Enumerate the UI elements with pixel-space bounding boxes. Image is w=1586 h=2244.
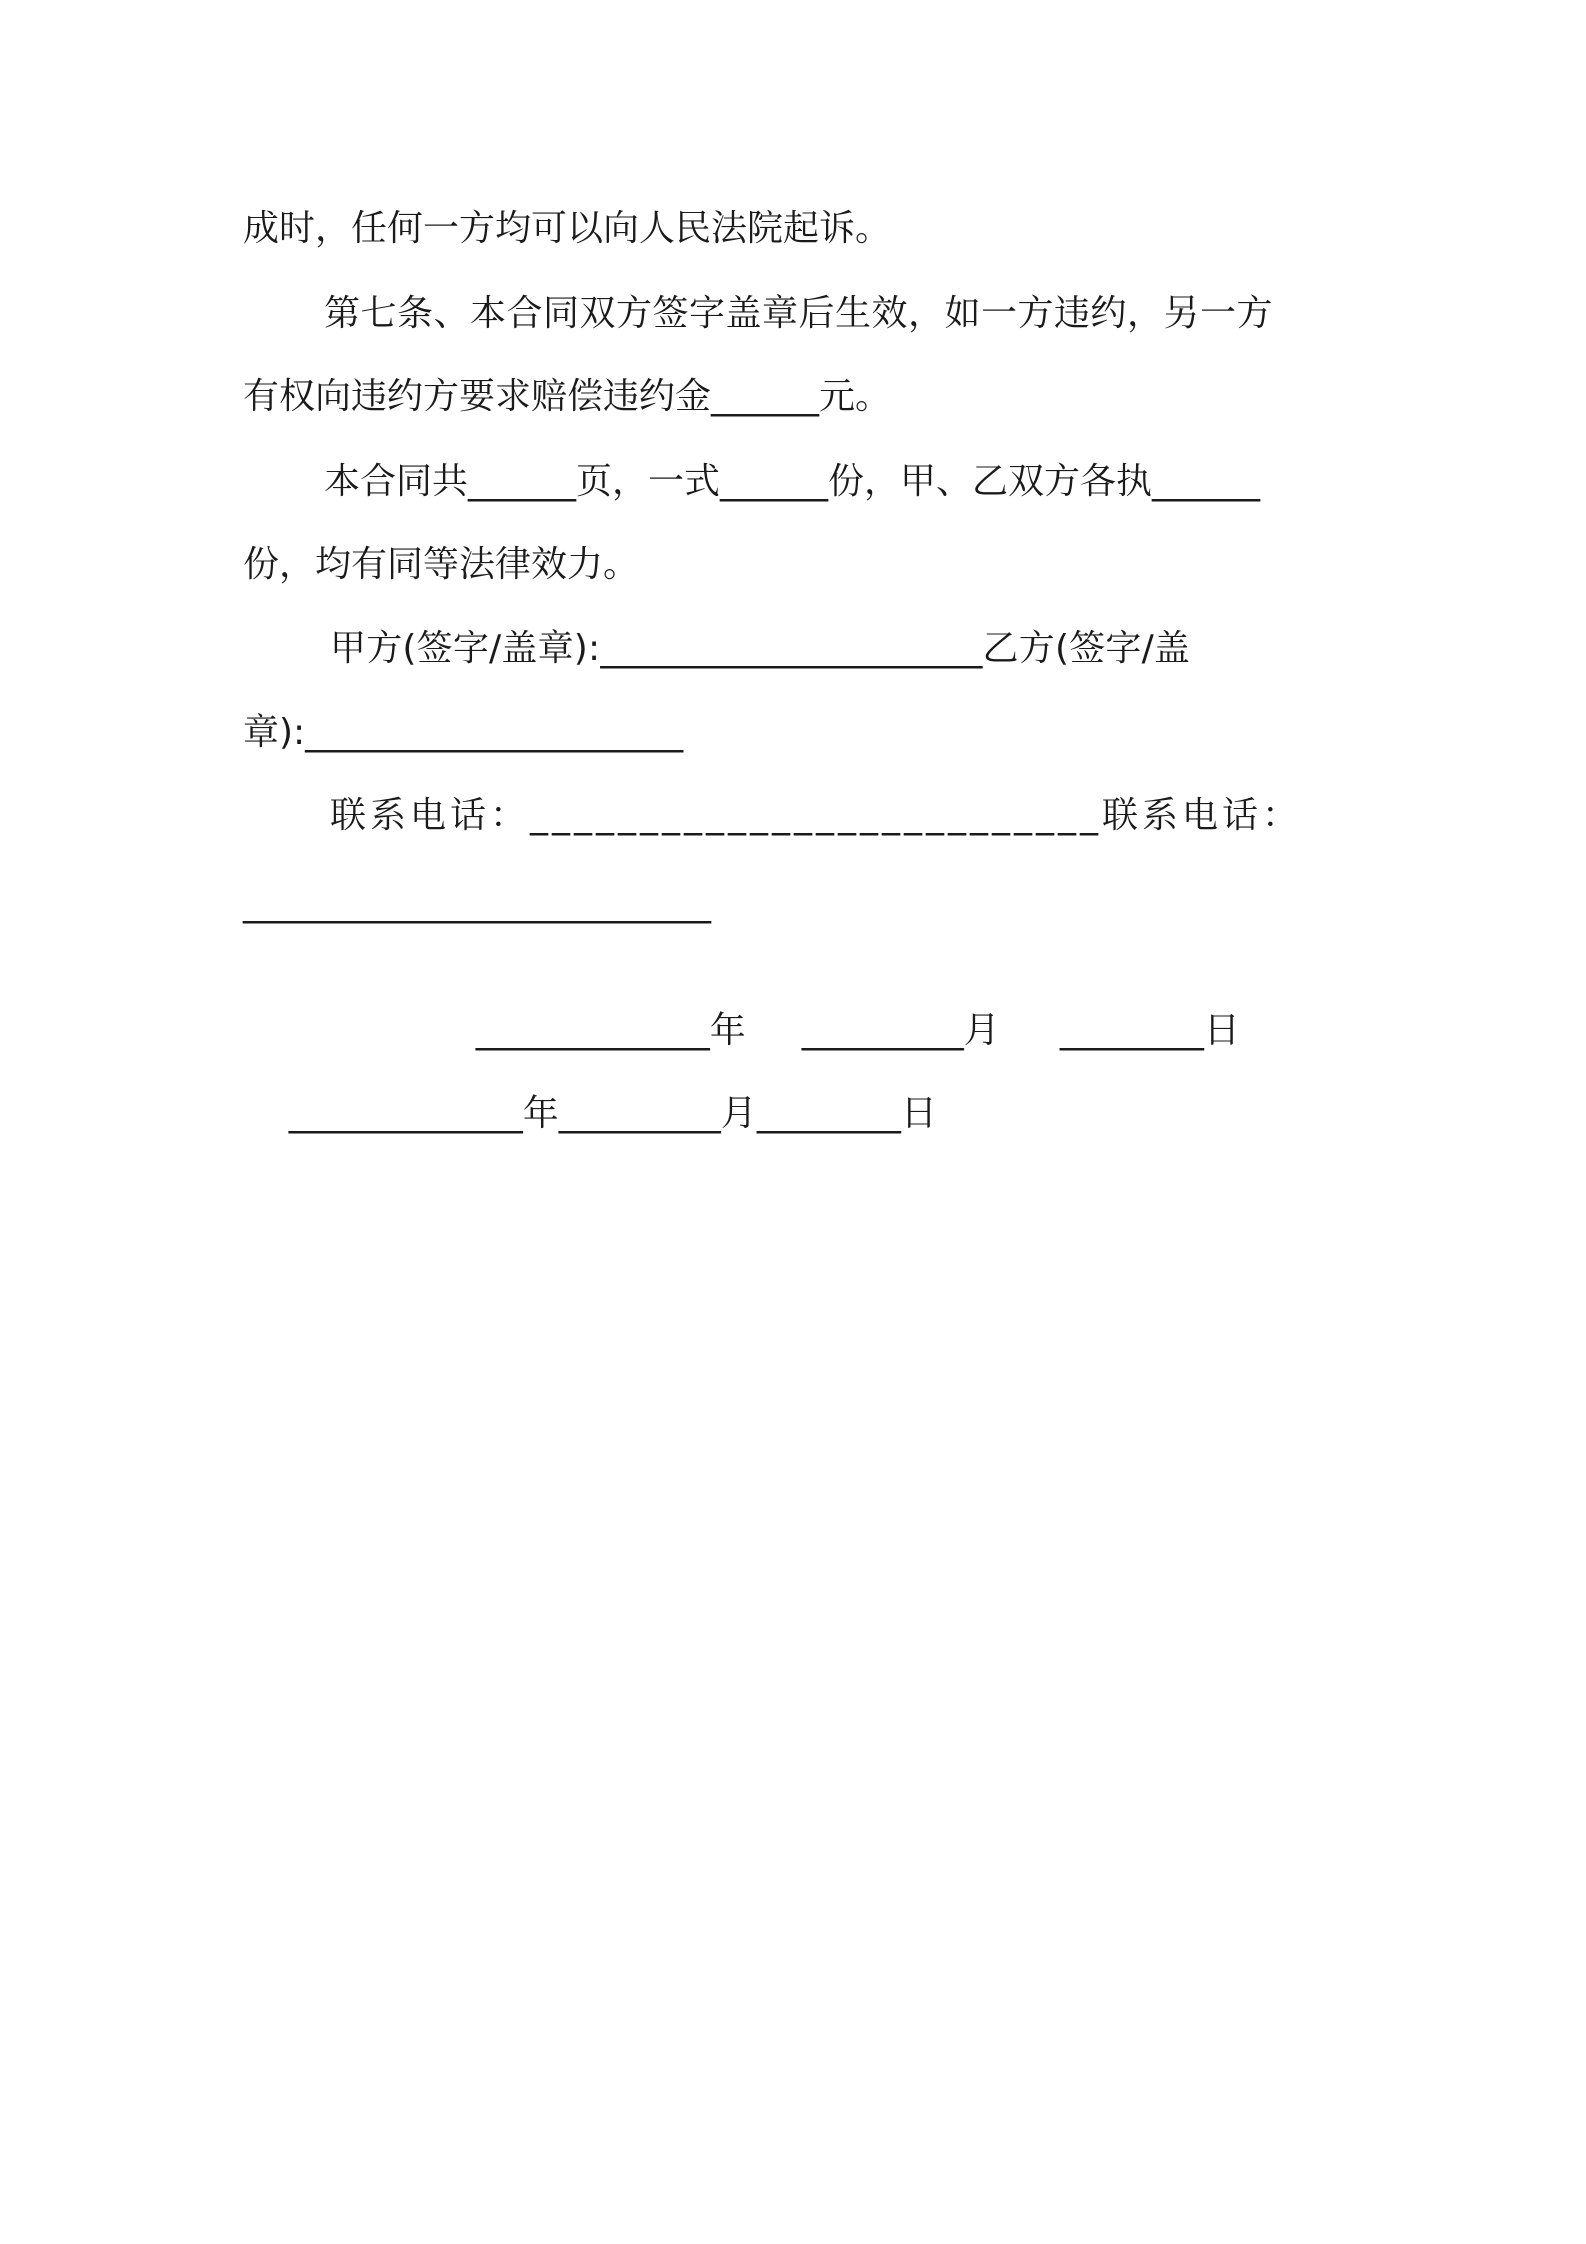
- paragraph-line-penalty: 有权向违约方要求赔偿违约金______元。: [243, 376, 892, 417]
- date-year-blank: _____________: [288, 1093, 523, 1134]
- date-day-label: 日: [900, 1093, 937, 1134]
- date-line-party-b: [243, 1042, 937, 1186]
- paragraph-line-lawsuit: 成时，任何一方均可以向人民法院起诉。: [243, 208, 892, 249]
- date-month-blank: _________: [801, 1010, 964, 1051]
- date-year-label: 年: [522, 1093, 559, 1134]
- paragraph-line-article-seven: 第七条、本合同双方签字盖章后生效，如一方违约，另一方: [324, 293, 1274, 334]
- date-day-label: 日: [1203, 1010, 1240, 1051]
- date-year-blank: _____________: [475, 1010, 710, 1051]
- signature-line-party-b: 章):_____________________: [243, 712, 684, 753]
- phone-blank-line: __________________________: [243, 883, 711, 924]
- date-day-blank: ________: [1059, 1010, 1204, 1051]
- date-month-label: 月: [720, 1093, 757, 1134]
- paragraph-line-legal-effect: 份，均有同等法律效力。: [243, 544, 640, 585]
- phone-line: 联系电话：__________________________联系电话：: [330, 795, 1303, 836]
- date-month-label: 月: [963, 1010, 1000, 1051]
- signature-line-party-a: 甲方(签字/盖章):_____________________乙方(签字/盖: [330, 628, 1191, 669]
- date-day-blank: ________: [756, 1093, 901, 1134]
- date-month-blank: _________: [558, 1093, 721, 1134]
- date-year-label: 年: [709, 1010, 746, 1051]
- paragraph-line-copies: 本合同共______页，一式______份，甲、乙双方各执______: [324, 461, 1261, 502]
